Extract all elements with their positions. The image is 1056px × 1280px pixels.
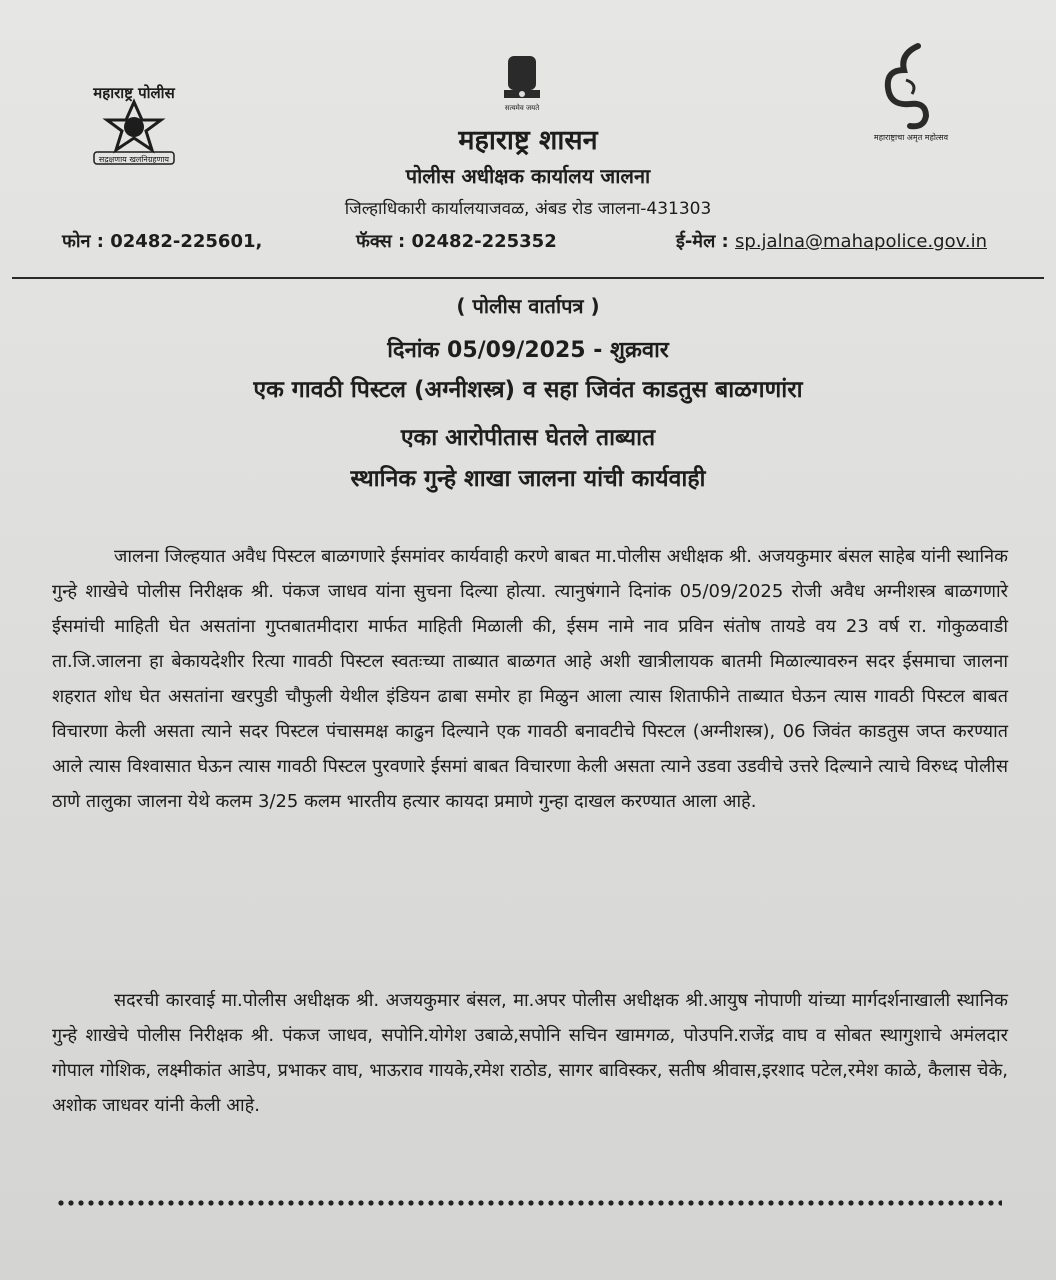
office-name: पोलीस अधीक्षक कार्यालय जालना [405,164,651,188]
headline-line-1: एक गावठी पिस्टल (अग्नीशस्त्र) व सहा जिवंत काडतुस बाळगणांरा [253,377,803,403]
office-address: जिल्हाधिकारी कार्यालयाजवळ, अंबड रोड जालना-431303 [344,199,712,219]
document-date: दिनांक 05/09/2025 - शुक्रवार [387,338,669,363]
svg-text:सत्यमेव जयते: सत्यमेव जयते [504,104,540,112]
email-address: sp.jalna@mahapolice.gov.in [735,231,987,252]
body-paragraph-1: जालना जिल्हयात अवैध पिस्टल बाळगणारे ईसमांवर कार्यवाही करणे बाबत मा.पोलीस अधीक्षक श्री. अजयकुमार बंसल साहेब यांनी स्थानिक गुन्हे शाखेचे पोलीस निरीक्षक श्री. पंकज जाधव यांना सुचना दिल्या होत्या. त्यानुषंगाने दिनांक 05/09/2025 रोजी अवैध अग्नीशस्त्र बाळगणारे ईसमांची माहिती घेत असतांना गुप्तबातमीदारा मार्फत माहिती मिळाली की, ईसम नामे नाव प्रविन संतोष तायडे वय 23 वर्ष रा. गोकुळवाडी ता.जि.जालना हा बेकायदेशीर रित्या गावठी पिस्टल स्वतःच्या ताब्यात बाळगत आहे अशी खात्रीलायक बातमी मिळाल्यावरुन सदर ईसमाचा जालना शहरात शोध घेत असतांना खरपुडी चौफुली येथील इंडियन ढाबा समोर हा मिळुन आला त्यास शिताफीने ताब्यात घेऊन त्यास गावठी पिस्टल बाबत विचारणा केली असता त्याने सदर पिस्टल पंचासमक्ष काढुन दिल्याने एक गावठी बनावटीचे पिस्टल (अग्नीशस्त्र), 06 जिवंत काडतुस जप्त करण्यात आले त्यास विश्वासात घेऊन त्यास गावठी पिस्टल पुरवणारे ईसमां बाबत विचारणा केली असता त्याने उडवा उडवीचे उत्तरे दिल्याने त्याचे विरुध्द पोलीस ठाणे तालुका जालना येथे कलम 3/25 कलम भारतीय हत्यार कायदा प्रमाणे गुन्हा दाखल करण्यात आला आहे. [52,546,1008,812]
svg-text:महाराष्ट्र पोलीस: महाराष्ट्र पोलीस [93,84,175,102]
body-paragraph-2: सदरची कारवाई मा.पोलीस अधीक्षक श्री. अजयकुमार बंसल, मा.अपर पोलीस अधीक्षक श्री.आयुष नोपाणी यांच्या मार्गदर्शनाखाली स्थानिक गुन्हे शाखेचे पोलीस निरीक्षक श्री. पंकज जाधव, सपोनि.योगेश उबाळे,सपोनि सचिन खामगळ, पोउपनि.राजेंद्र वाघ व सोबत स्थागुशाचे अमंलदार गोपाल गोशिक, लक्ष्मीकांत आडेप, प्रभाकर वाघ, भाऊराव गायके,रमेश राठोड, सागर बाविस्कर, सतीष श्रीवास,इरशाद पटेल,रमेश काळे, कैलास चेके, अशोक जाधवर यांनी केली आहे. [52,990,1008,1116]
national-emblem-logo [494,52,550,114]
header-divider [12,277,1044,279]
email-contact [676,229,987,253]
document-type: ( पोलीस वार्तापत्र ) [456,294,600,318]
fax-number: फॅक्स : 02482-225352 [356,231,557,252]
svg-text:सद्रक्षणाय खलनिग्रहणाय: सद्रक्षणाय खलनिग्रहणाय [98,155,170,164]
dotted-footer-line [56,1198,1002,1208]
phone-number: फोन : 02482-225601, [62,231,263,252]
email-label: ई-मेल : [676,231,729,252]
headline-line-2: एका आरोपीतास घेतले ताब्यात [400,425,656,451]
government-name: महाराष्ट्र शासन [458,125,598,156]
headline-line-3: स्थानिक गुन्हे शाखा जालना यांची कार्यवाही [350,466,706,492]
svg-text:महाराष्ट्राचा अमृत महोत्सव: महाराष्ट्राचा अमृत महोत्सव [873,133,949,142]
